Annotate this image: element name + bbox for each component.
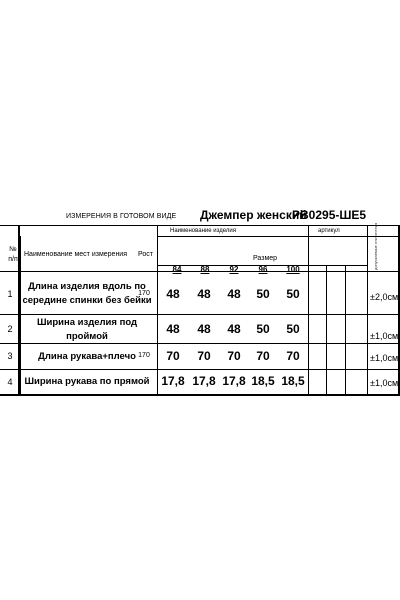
measurements-title: ИЗМЕРЕНИЯ В ГОТОВОМ ВИДЕ [66,213,177,220]
size-96: 96 [258,265,268,274]
grid-line [157,225,158,394]
grid-line [0,369,400,370]
row-height: 170 [138,352,150,359]
article-code: РВ0295-ШЕ5 [292,208,367,222]
number-header: № п/п [8,246,18,263]
row-name: Длина рукава+плечо [38,351,136,362]
grid-line [308,225,309,394]
size-100: 100 [286,265,300,274]
grid-line [326,265,327,394]
grid-line [345,265,346,394]
row-value: 50 [256,322,270,336]
row-value: 18,5 [251,374,275,388]
product-name-header: Наименование изделия [170,228,236,234]
row-value: 48 [197,322,211,336]
row-value: 50 [286,287,300,301]
size-88: 88 [200,265,210,274]
tolerance-vertical-header: допускаемые отклонения [373,222,378,270]
row-value: 70 [166,349,180,363]
size-header: Размер [253,255,278,262]
row-value: 17,8 [161,374,185,388]
row-value: 48 [227,287,241,301]
row-value: 70 [197,349,211,363]
row-value: 50 [286,322,300,336]
row-tolerance: ±1,0см [370,331,399,341]
grid-line [367,225,368,394]
row-value: 18,5 [281,374,305,388]
row-name: Ширина рукава по прямой [24,376,150,387]
row-value: 48 [166,287,180,301]
row-value: 48 [197,287,211,301]
grid-line [0,394,400,396]
row-value: 48 [227,322,241,336]
size-84: 84 [172,265,182,274]
row-value: 70 [256,349,270,363]
row-name: Длина изделия вдоль по середине спинки без бейки [22,281,152,306]
row-number: 2 [7,324,13,334]
row-value: 50 [256,287,270,301]
grid-line [157,236,400,237]
row-name: Ширина изделия под проймой [36,317,138,342]
row-value: 17,8 [222,374,246,388]
row-number: 3 [7,351,13,361]
product-name: Джемпер женский [200,208,307,222]
row-value: 70 [286,349,300,363]
row-value: 17,8 [192,374,216,388]
grid-line [0,314,400,315]
size-92: 92 [229,265,239,274]
row-tolerance: ±1,0см [370,378,399,388]
grid-line [0,225,400,226]
article-header: артикул [318,228,340,234]
row-height: 170 [138,290,150,297]
row-value: 48 [166,322,180,336]
height-header: Рост [138,251,153,258]
measurement-place-header: Наименование мест измерения [24,251,128,258]
grid-line [20,236,21,394]
row-number: 4 [7,377,13,387]
row-number: 1 [7,289,13,299]
row-value: 70 [227,349,241,363]
row-tolerance: ±2,0см [370,292,399,302]
row-tolerance: ±1,0см [370,353,399,363]
